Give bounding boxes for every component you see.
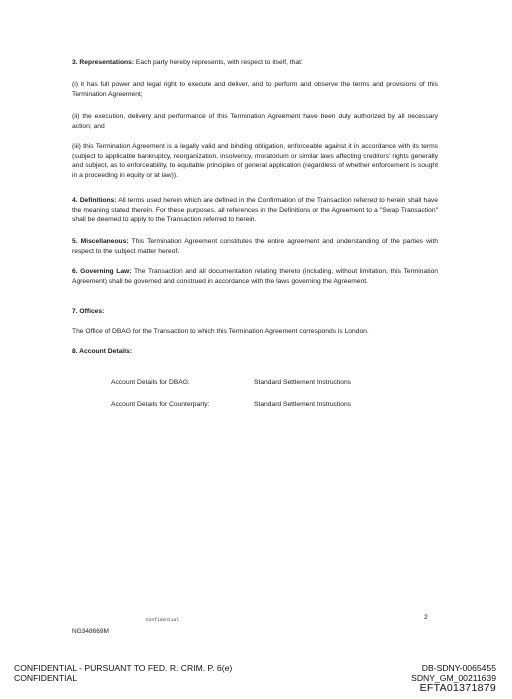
section-3-clause-i: (i) it has full power and legal right to execute and deliver, and to perform and observe the terms and provisions of this Termination Agreement; — [72, 81, 438, 98]
section-7-heading: 7. Offices: — [72, 308, 105, 315]
confidential-mark: Confidential — [146, 618, 180, 623]
section-4-heading: 4. Definitions: — [72, 197, 117, 204]
section-5 — [72, 237, 438, 256]
account-dbag-value: Standard Settlement Instructions — [254, 379, 352, 386]
section-3-heading: 3. Representations: — [72, 59, 135, 66]
section-4 — [72, 196, 438, 225]
footer-confidential-notice: CONFIDENTIAL - PURSUANT TO FED. R. CRIM. P. 6(e) — [14, 663, 233, 673]
section-8 — [72, 347, 438, 357]
account-counterparty-value: Standard Settlement Instructions — [254, 401, 352, 408]
section-5-heading: 5. Miscellaneous: — [72, 238, 129, 245]
bates-efta: EFTA01371879 — [419, 682, 496, 694]
section-6 — [72, 267, 438, 286]
section-3-clause-iii: (iii) this Termination Agreement is a legally valid and binding obligation, enforceable against it in accordance with its terms (subject to applicable bankruptcy, reorganization, insolvency, moratorium or similar laws affecting creditors' rights generally and subject, as to enforceability, to equitable principles of general application (regardless of whether enforcement is sought in a proceeding in equity or at law)). — [72, 143, 438, 179]
section-6-heading: 6. Governing Law: — [72, 268, 132, 275]
bates-sdny-gm: SDNY_GM_00211639 — [411, 673, 496, 683]
footer-right — [411, 663, 496, 694]
section-5-text: This Termination Agreement constitutes the entire agreement and understanding of the parties with respect to the subject matter hereof. — [72, 238, 438, 255]
account-dbag-label: Account Details for DBAG: — [111, 379, 190, 386]
page-number: 2 — [424, 614, 428, 621]
section-7 — [72, 307, 438, 317]
section-6-text: The Transaction and all documentation relating thereto (including, without limitation, this Termination Agreement) shall be governed and construed in accordance with the laws governing the Agreement. — [72, 268, 439, 285]
account-counterparty-label: Account Details for Counterparty: — [111, 401, 210, 408]
bates-db-sdny: DB-SDNY-0065455 — [421, 663, 496, 673]
footer-confidential-label: CONFIDENTIAL — [14, 673, 78, 683]
section-8-heading: 8. Account Details: — [72, 348, 132, 355]
section-7-text: The Office of DBAG for the Transaction to which this Termination Agreement corresponds is London. — [72, 328, 369, 335]
section-3-clause-ii: (ii) the execution, delivery and performance of this Termination Agreement have been duly authorized by all necessary action; and — [72, 113, 438, 130]
document-code: NG348669M — [72, 628, 109, 635]
section-3-heading-line — [72, 58, 438, 68]
section-4-text: All terms used herein which are defined in the Confirmation of the Transaction referred to herein shall have the meaning stated therein. For these purposes, all references in the Definitions or the Agreement to a "Swap Transaction" shall be deemed to apply to the Transaction referred to herein. — [72, 197, 438, 224]
footer-left — [14, 663, 232, 683]
section-3-intro: Each party hereby represents, with respect to itself, that: — [134, 59, 303, 66]
